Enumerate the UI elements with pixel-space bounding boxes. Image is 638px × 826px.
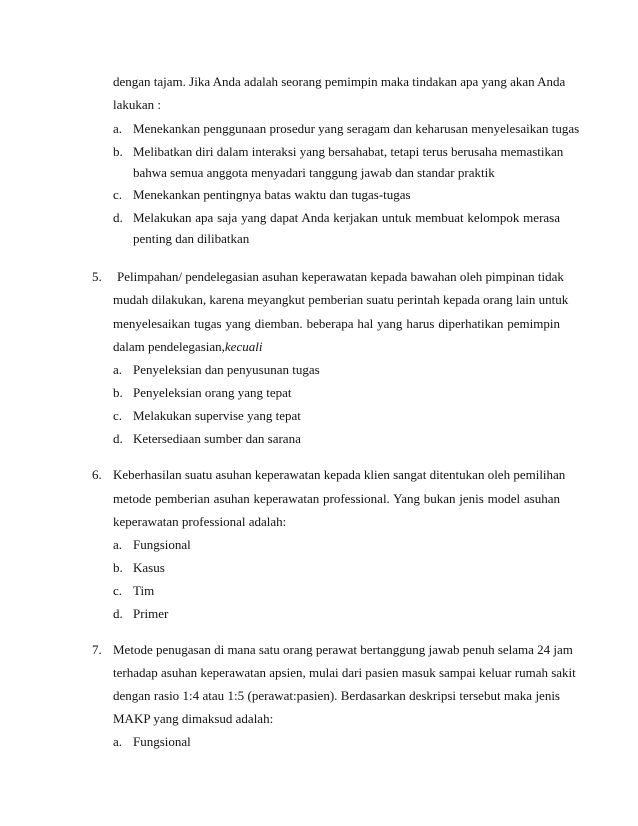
question-5-text-line: Pelimpahan/ pendelegasian asuhan keperawatan kepada bawahan oleh pimpinan tidak	[117, 269, 564, 284]
question-5-text-line	[113, 339, 262, 355]
question-number: 7.	[92, 642, 102, 657]
option-text: Melakukan supervise yang tepat	[133, 408, 301, 423]
option-letter: c.	[113, 408, 123, 423]
option-text: Penyeleksian orang yang tepat	[133, 385, 292, 400]
question-number: 6.	[92, 467, 102, 482]
question-6-text-line: keperawatan professional adalah:	[113, 514, 287, 529]
option-letter: b.	[113, 144, 123, 159]
option-letter: d.	[113, 606, 123, 621]
question-7-text-line: dengan rasio 1:4 atau 1:5 (perawat:pasien). Berdasarkan deskripsi tersebut maka jenis	[113, 688, 560, 703]
question-5-text: dalam pendelegasian,	[113, 339, 225, 354]
option-text: Melakukan apa saja yang dapat Anda kerjakan untuk membuat kelompok merasa	[133, 210, 560, 225]
option-text: Tim	[133, 583, 155, 598]
option-letter: a.	[113, 734, 123, 749]
option-text: Ketersediaan sumber dan sarana	[133, 431, 301, 446]
option-text: Menekankan pentingnya batas waktu dan tugas-tugas	[133, 187, 411, 202]
question-5-keyword: kecuali	[224, 339, 263, 354]
option-letter: a.	[113, 121, 123, 136]
option-letter: b.	[113, 560, 123, 575]
option-letter: a.	[113, 362, 123, 377]
option-letter: c.	[113, 583, 123, 598]
option-text: Menekankan penggunaan prosedur yang seragam dan keharusan menyelesaikan tugas	[133, 121, 580, 136]
option-text: Fungsional	[133, 734, 191, 749]
option-text: bahwa semua anggota menyadari tanggung jawab dan standar praktik	[133, 165, 495, 180]
option-letter: b.	[113, 385, 123, 400]
option-letter: d.	[113, 431, 123, 446]
question-7-text-line: MAKP yang dimaksud adalah:	[113, 711, 274, 726]
option-text: Penyeleksian dan penyusunan tugas	[133, 362, 320, 377]
question-6-text-line: Keberhasilan suatu asuhan keperawatan kepada klien sangat ditentukan oleh pemilihan	[113, 467, 566, 482]
question-7-text-line: Metode penugasan di mana satu orang perawat bertanggung jawab penuh selama 24 jam	[113, 642, 573, 657]
question-6-text-line: metode pemberian asuhan keperawatan professional. Yang bukan jenis model asuhan	[113, 491, 560, 506]
question-number: 5.	[92, 269, 102, 284]
option-letter: c.	[113, 187, 123, 202]
option-letter: d.	[113, 210, 123, 225]
option-letter: a.	[113, 537, 123, 552]
question-5-text-line: menyelesaikan tugas yang diemban. beberapa hal yang harus diperhatikan pemimpin	[113, 316, 560, 331]
question-4-text-line: lakukan :	[113, 97, 162, 112]
question-7-text-line: terhadap asuhan keperawatan apsien, mulai dari pasien masuk sampai keluar rumah sakit	[113, 665, 576, 680]
option-text: Melibatkan diri dalam interaksi yang bersahabat, tetapi terus berusaha memastikan	[133, 144, 564, 159]
option-text: Fungsional	[133, 537, 191, 552]
option-text: penting dan dilibatkan	[133, 231, 250, 246]
option-text: Primer	[133, 606, 169, 621]
question-5-text-line: mudah dilakukan, karena meyangkut pemberian suatu perintah kepada orang lain untuk	[113, 292, 569, 307]
option-text: Kasus	[133, 560, 165, 575]
question-4-text-line: dengan tajam. Jika Anda adalah seorang pemimpin maka tindakan apa yang akan Anda	[113, 74, 566, 89]
